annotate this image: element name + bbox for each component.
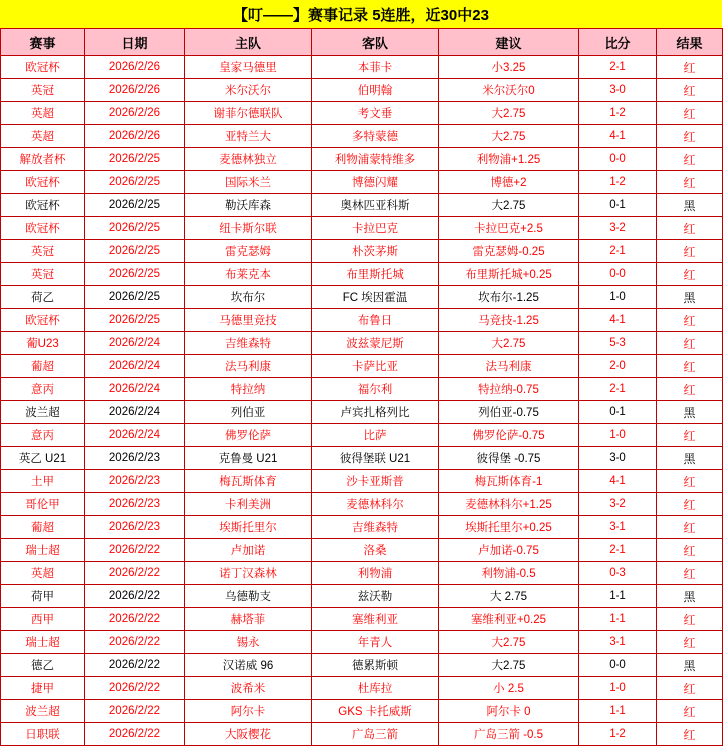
cell-away-team: FC 埃因霍温 [312,286,439,309]
cell-competition: 意丙 [1,424,85,447]
cell-score: 3-1 [579,516,657,539]
column-header-home-team: 主队 [185,29,312,56]
cell-competition: 欧冠杯 [1,217,85,240]
table-row [1,309,723,332]
cell-result: 黑 [657,585,723,608]
cell-date: 2026/2/22 [85,700,185,723]
cell-competition: 英超 [1,562,85,585]
cell-away-team: 博德闪耀 [312,171,439,194]
cell-away-team: 多特蒙德 [312,125,439,148]
cell-competition: 英超 [1,102,85,125]
cell-score: 3-2 [579,217,657,240]
cell-suggestion: 法马利康 [439,355,579,378]
cell-date: 2026/2/23 [85,447,185,470]
cell-competition: 瑞士超 [1,631,85,654]
cell-score: 1-1 [579,700,657,723]
cell-competition: 土甲 [1,470,85,493]
cell-score: 0-1 [579,401,657,424]
cell-suggestion: 大2.75 [439,332,579,355]
cell-suggestion: 梅瓦斯体育-1 [439,470,579,493]
cell-score: 0-0 [579,263,657,286]
cell-result: 红 [657,631,723,654]
cell-result: 红 [657,539,723,562]
cell-score: 4-1 [579,470,657,493]
cell-score: 4-1 [579,125,657,148]
cell-score: 3-1 [579,631,657,654]
cell-away-team: 卡萨比亚 [312,355,439,378]
cell-away-team: 德累斯顿 [312,654,439,677]
cell-away-team: 伯明翰 [312,79,439,102]
cell-home-team: 大阪樱花 [185,723,312,746]
cell-suggestion: 卡拉巴克+2.5 [439,217,579,240]
cell-away-team: 卡拉巴克 [312,217,439,240]
cell-date: 2026/2/23 [85,516,185,539]
cell-result: 红 [657,171,723,194]
cell-home-team: 国际米兰 [185,171,312,194]
cell-result: 红 [657,355,723,378]
cell-score: 1-2 [579,723,657,746]
cell-competition: 哥伦甲 [1,493,85,516]
cell-score: 3-0 [579,79,657,102]
table-row [1,332,723,355]
cell-suggestion: 利物浦-0.5 [439,562,579,585]
table-row [1,723,723,746]
table-row [1,79,723,102]
cell-date: 2026/2/25 [85,171,185,194]
cell-competition: 欧冠杯 [1,194,85,217]
cell-date: 2026/2/25 [85,194,185,217]
cell-date: 2026/2/22 [85,677,185,700]
column-header-date: 日期 [85,29,185,56]
table-row [1,562,723,585]
cell-home-team: 埃斯托里尔 [185,516,312,539]
column-header-suggestion: 建议 [439,29,579,56]
cell-suggestion: 大2.75 [439,102,579,125]
cell-away-team: GKS 卡托威斯 [312,700,439,723]
table-row [1,654,723,677]
cell-suggestion: 卢加诺-0.75 [439,539,579,562]
cell-score: 0-1 [579,194,657,217]
cell-date: 2026/2/22 [85,539,185,562]
cell-away-team: 麦德林科尔 [312,493,439,516]
cell-date: 2026/2/22 [85,723,185,746]
cell-suggestion: 阿尔卡 0 [439,700,579,723]
table-row [1,585,723,608]
cell-competition: 欧冠杯 [1,171,85,194]
cell-away-team: 年青人 [312,631,439,654]
cell-score: 1-1 [579,585,657,608]
cell-away-team: 沙卡亚斯普 [312,470,439,493]
cell-score: 2-1 [579,240,657,263]
cell-suggestion: 米尔沃尔0 [439,79,579,102]
cell-score: 0-0 [579,654,657,677]
cell-competition: 葡超 [1,355,85,378]
cell-home-team: 皇家马德里 [185,56,312,79]
cell-suggestion: 马竞技-1.25 [439,309,579,332]
cell-result: 红 [657,79,723,102]
cell-competition: 波兰超 [1,700,85,723]
table-row [1,424,723,447]
cell-result: 红 [657,332,723,355]
cell-home-team: 波希米 [185,677,312,700]
cell-date: 2026/2/26 [85,102,185,125]
cell-score: 2-1 [579,56,657,79]
cell-suggestion: 彼得堡 -0.75 [439,447,579,470]
cell-suggestion: 大2.75 [439,654,579,677]
cell-result: 红 [657,240,723,263]
cell-competition: 英冠 [1,79,85,102]
table-row [1,102,723,125]
cell-date: 2026/2/22 [85,654,185,677]
cell-away-team: 福尔利 [312,378,439,401]
cell-suggestion: 雷克瑟姆-0.25 [439,240,579,263]
cell-result: 红 [657,102,723,125]
table-row [1,56,723,79]
cell-competition: 意丙 [1,378,85,401]
cell-suggestion: 广岛三箭 -0.5 [439,723,579,746]
cell-suggestion: 大2.75 [439,194,579,217]
cell-date: 2026/2/25 [85,240,185,263]
cell-home-team: 锡永 [185,631,312,654]
cell-result: 黑 [657,286,723,309]
cell-suggestion: 布里斯托城+0.25 [439,263,579,286]
cell-date: 2026/2/25 [85,263,185,286]
cell-competition: 解放者杯 [1,148,85,171]
cell-home-team: 纽卡斯尔联 [185,217,312,240]
cell-home-team: 勒沃库森 [185,194,312,217]
cell-away-team: 布里斯托城 [312,263,439,286]
table-body [1,56,723,746]
cell-suggestion: 利物浦+1.25 [439,148,579,171]
table-row [1,677,723,700]
cell-suggestion: 大2.75 [439,125,579,148]
cell-score: 1-0 [579,424,657,447]
cell-suggestion: 塞维利亚+0.25 [439,608,579,631]
table-row [1,148,723,171]
cell-result: 红 [657,516,723,539]
cell-home-team: 乌德勒支 [185,585,312,608]
cell-result: 红 [657,217,723,240]
cell-result: 红 [657,723,723,746]
table-row [1,125,723,148]
cell-home-team: 诺丁汉森林 [185,562,312,585]
table-row [1,355,723,378]
table-row [1,631,723,654]
column-header-away-team: 客队 [312,29,439,56]
table-row [1,378,723,401]
cell-competition: 英乙 U21 [1,447,85,470]
cell-home-team: 佛罗伦萨 [185,424,312,447]
table-row [1,401,723,424]
cell-result: 黑 [657,401,723,424]
cell-away-team: 广岛三箭 [312,723,439,746]
cell-home-team: 克鲁曼 U21 [185,447,312,470]
cell-competition: 西甲 [1,608,85,631]
match-records-table [0,28,723,746]
cell-competition: 波兰超 [1,401,85,424]
cell-suggestion: 麦德林科尔+1.25 [439,493,579,516]
cell-competition: 葡U23 [1,332,85,355]
cell-date: 2026/2/24 [85,355,185,378]
cell-date: 2026/2/25 [85,148,185,171]
cell-date: 2026/2/25 [85,286,185,309]
cell-result: 红 [657,562,723,585]
table-row [1,608,723,631]
table-row [1,263,723,286]
cell-competition: 欧冠杯 [1,56,85,79]
cell-competition: 德乙 [1,654,85,677]
cell-away-team: 利物浦蒙特维多 [312,148,439,171]
cell-date: 2026/2/25 [85,309,185,332]
cell-score: 2-1 [579,378,657,401]
cell-suggestion: 特拉纳-0.75 [439,378,579,401]
table-row [1,447,723,470]
cell-home-team: 布莱克本 [185,263,312,286]
cell-date: 2026/2/23 [85,493,185,516]
cell-score: 3-0 [579,447,657,470]
cell-competition: 荷甲 [1,585,85,608]
cell-date: 2026/2/22 [85,631,185,654]
cell-away-team: 兹沃勒 [312,585,439,608]
cell-away-team: 彼得堡联 U21 [312,447,439,470]
cell-date: 2026/2/24 [85,378,185,401]
cell-competition: 瑞士超 [1,539,85,562]
cell-home-team: 阿尔卡 [185,700,312,723]
cell-home-team: 雷克瑟姆 [185,240,312,263]
cell-score: 2-1 [579,539,657,562]
cell-away-team: 奥林匹亚科斯 [312,194,439,217]
cell-home-team: 马德里竞技 [185,309,312,332]
cell-away-team: 比萨 [312,424,439,447]
cell-date: 2026/2/26 [85,79,185,102]
cell-date: 2026/2/25 [85,217,185,240]
cell-home-team: 汉诺威 96 [185,654,312,677]
cell-competition: 捷甲 [1,677,85,700]
cell-suggestion: 小 2.5 [439,677,579,700]
cell-home-team: 吉维森特 [185,332,312,355]
cell-score: 0-0 [579,148,657,171]
cell-away-team: 塞维利亚 [312,608,439,631]
cell-result: 红 [657,148,723,171]
cell-score: 0-3 [579,562,657,585]
cell-home-team: 梅瓦斯体育 [185,470,312,493]
cell-suggestion: 博德+2 [439,171,579,194]
cell-home-team: 法马利康 [185,355,312,378]
cell-away-team: 波兹蒙尼斯 [312,332,439,355]
cell-score: 1-1 [579,608,657,631]
cell-result: 红 [657,263,723,286]
cell-score: 1-2 [579,102,657,125]
table-row [1,286,723,309]
cell-away-team: 朴茨茅斯 [312,240,439,263]
cell-away-team: 利物浦 [312,562,439,585]
table-row [1,171,723,194]
cell-away-team: 本菲卡 [312,56,439,79]
cell-result: 红 [657,56,723,79]
table-row [1,217,723,240]
cell-suggestion: 坎布尔-1.25 [439,286,579,309]
cell-date: 2026/2/22 [85,608,185,631]
cell-away-team: 吉维森特 [312,516,439,539]
cell-score: 1-0 [579,677,657,700]
cell-away-team: 考文垂 [312,102,439,125]
cell-home-team: 亚特兰大 [185,125,312,148]
cell-score: 2-0 [579,355,657,378]
table-row [1,194,723,217]
cell-date: 2026/2/26 [85,56,185,79]
cell-suggestion: 大2.75 [439,631,579,654]
cell-date: 2026/2/26 [85,125,185,148]
table-row [1,240,723,263]
cell-suggestion: 小3.25 [439,56,579,79]
cell-competition: 日职联 [1,723,85,746]
cell-away-team: 洛桑 [312,539,439,562]
table-row [1,470,723,493]
cell-date: 2026/2/22 [85,585,185,608]
cell-result: 黑 [657,654,723,677]
cell-competition: 英超 [1,125,85,148]
cell-home-team: 列伯亚 [185,401,312,424]
cell-away-team: 布鲁日 [312,309,439,332]
cell-result: 红 [657,493,723,516]
cell-date: 2026/2/24 [85,424,185,447]
cell-result: 红 [657,378,723,401]
cell-result: 红 [657,677,723,700]
page-title: 【叮——】赛事记录 5连胜，近30中23 [0,0,722,28]
cell-suggestion: 列伯亚-0.75 [439,401,579,424]
cell-away-team: 杜库拉 [312,677,439,700]
cell-home-team: 谢菲尔德联队 [185,102,312,125]
cell-date: 2026/2/24 [85,332,185,355]
cell-result: 红 [657,125,723,148]
table-row [1,516,723,539]
cell-suggestion: 大 2.75 [439,585,579,608]
table-row [1,700,723,723]
cell-competition: 葡超 [1,516,85,539]
table-header-row [1,29,723,56]
cell-home-team: 卢加诺 [185,539,312,562]
cell-score: 1-2 [579,171,657,194]
column-header-competition: 赛事 [1,29,85,56]
cell-home-team: 赫塔菲 [185,608,312,631]
cell-home-team: 麦德林独立 [185,148,312,171]
cell-result: 红 [657,608,723,631]
cell-result: 红 [657,700,723,723]
column-header-result: 结果 [657,29,723,56]
cell-score: 3-2 [579,493,657,516]
cell-score: 5-3 [579,332,657,355]
cell-home-team: 米尔沃尔 [185,79,312,102]
cell-home-team: 坎布尔 [185,286,312,309]
cell-competition: 欧冠杯 [1,309,85,332]
cell-date: 2026/2/23 [85,470,185,493]
cell-competition: 英冠 [1,240,85,263]
cell-date: 2026/2/22 [85,562,185,585]
cell-suggestion: 埃斯托里尔+0.25 [439,516,579,539]
cell-result: 红 [657,424,723,447]
table-row [1,493,723,516]
table-row [1,539,723,562]
cell-competition: 英冠 [1,263,85,286]
cell-away-team: 卢宾扎格列比 [312,401,439,424]
cell-home-team: 卡利美洲 [185,493,312,516]
cell-date: 2026/2/24 [85,401,185,424]
cell-result: 红 [657,470,723,493]
column-header-score: 比分 [579,29,657,56]
cell-result: 黑 [657,194,723,217]
cell-suggestion: 佛罗伦萨-0.75 [439,424,579,447]
cell-home-team: 特拉纳 [185,378,312,401]
cell-result: 黑 [657,447,723,470]
cell-score: 1-0 [579,286,657,309]
cell-result: 红 [657,309,723,332]
cell-score: 4-1 [579,309,657,332]
cell-competition: 荷乙 [1,286,85,309]
